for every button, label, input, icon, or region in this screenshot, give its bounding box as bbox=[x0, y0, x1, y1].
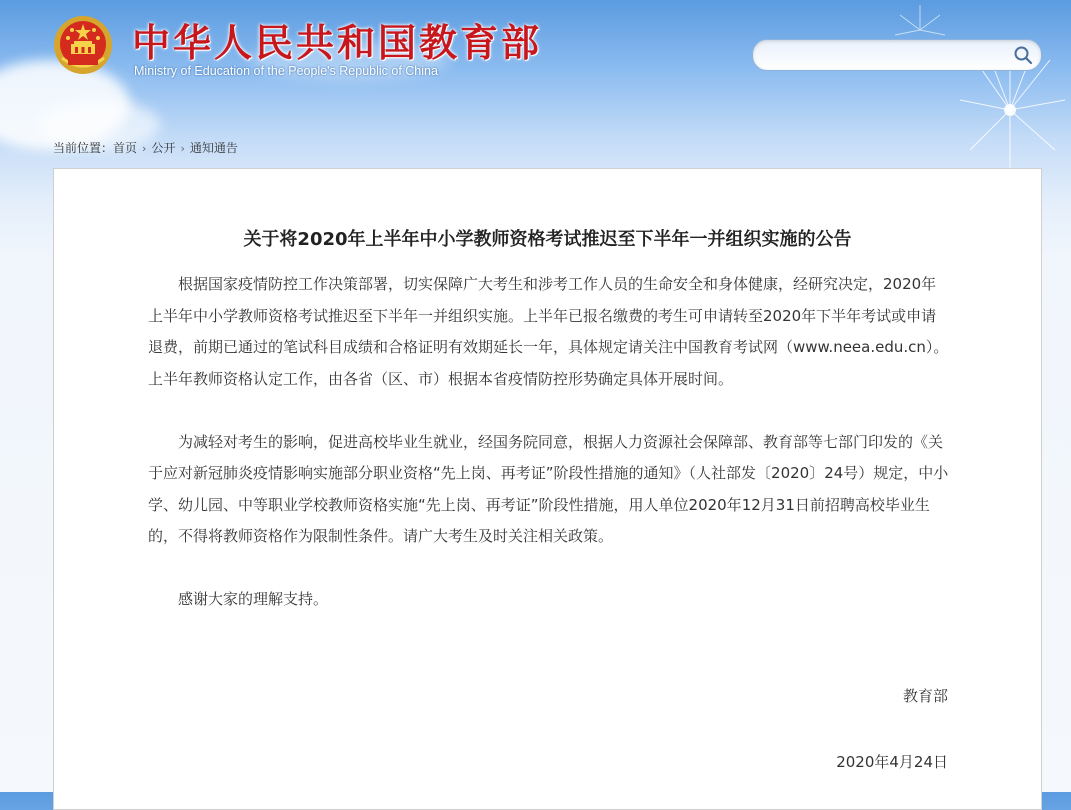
search-box bbox=[752, 39, 1042, 71]
article-paragraph: 根据国家疫情防控工作决策部署，切实保障广大考生和涉考工作人员的生命安全和身体健康，经研究决定，2020年上半年中小学教师资格考试推迟至下半年一并组织实施。上半年已报名缴费的考生可申请转至2020年下半年考试或申请退费，前期已通过的笔试科目成绩和合格证明有效期延长一年，具体规定请关注中国教育考试网（www.neea.edu.cn）。上半年教师资格认定工作，由各省（区、市）根据本省疫情防控形势确定具体开展时间。 bbox=[148, 275, 949, 388]
chevron-right-icon: › bbox=[142, 142, 147, 155]
breadcrumb-item-home[interactable]: 首页 bbox=[113, 141, 138, 155]
article-body bbox=[148, 269, 950, 616]
article-title: 关于将2020年上半年中小学教师资格考试推迟至下半年一并组织实施的公告 bbox=[243, 229, 852, 250]
breadcrumb-item-public[interactable]: 公开 bbox=[151, 141, 176, 155]
breadcrumb bbox=[53, 139, 238, 156]
article-signature: 教育部 bbox=[902, 687, 948, 705]
chevron-right-icon: › bbox=[180, 142, 185, 155]
search-input[interactable] bbox=[767, 44, 1001, 68]
site-title-en: Ministry of Education of the People's Republic of China bbox=[134, 64, 438, 78]
search-icon[interactable] bbox=[1013, 45, 1033, 65]
article-paragraph: 为减轻对考生的影响，促进高校毕业生就业，经国务院同意，根据人力资源社会保障部、教育部等七部门印发的《关于应对新冠肺炎疫情影响实施部分职业资格“先上岗、再考证”阶段性措施的通知》（人社部发〔2020〕24号）规定，中小学、幼儿园、中等职业学校教师资格实施“先上岗、再考证”阶段性措施，用人单位2020年12月31日前招聘高校毕业生的，不得将教师资格作为限制性条件。请广大考生及时关注相关政策。 bbox=[148, 432, 949, 545]
breadcrumb-item-notices[interactable]: 通知通告 bbox=[189, 141, 238, 155]
article-date: 2020年4月24日 bbox=[836, 753, 948, 771]
article-panel bbox=[53, 168, 1042, 810]
dandelion-decoration bbox=[860, 0, 1071, 170]
article-paragraph: 感谢大家的理解支持。 bbox=[178, 590, 329, 608]
site-title-cn: 中华人民共和国教育部 bbox=[132, 21, 543, 65]
national-emblem-icon bbox=[52, 14, 114, 76]
breadcrumb-prefix: 当前位置： bbox=[53, 141, 114, 155]
